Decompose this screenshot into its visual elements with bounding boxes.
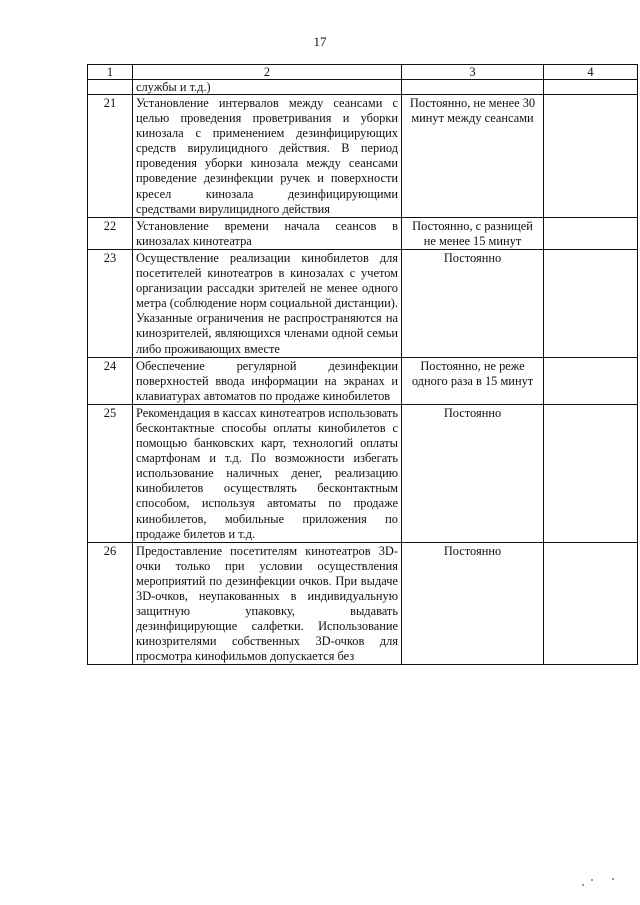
row-term: Постоянно bbox=[402, 404, 544, 542]
continuation-term-cell bbox=[402, 80, 544, 95]
table-row bbox=[88, 404, 638, 542]
table-header-row bbox=[88, 65, 638, 80]
row-measure: Осуществление реализации кинобилетов для посетителей кинотеатров в кинозалах с учетом организации рассадки зрителей не менее одного метра (соблюдение норм социальной дистанции). Указанные ограничения не распространяются на кинозрителей, являющихся членами одной семьи либо проживающих вместе bbox=[133, 249, 402, 357]
table-row bbox=[88, 95, 638, 218]
table-row bbox=[88, 357, 638, 404]
row-term: Постоянно bbox=[402, 542, 544, 665]
header-col-1: 1 bbox=[88, 65, 133, 80]
row-number: 22 bbox=[88, 217, 133, 249]
continuation-measure-cell: службы и т.д.) bbox=[133, 80, 402, 95]
row-note bbox=[544, 249, 638, 357]
row-measure: Установление времени начала сеансов в кинозалах кинотеатра bbox=[133, 217, 402, 249]
row-term: Постоянно bbox=[402, 249, 544, 357]
table-row bbox=[88, 249, 638, 357]
scan-speck bbox=[591, 879, 593, 881]
row-measure: Обеспечение регулярной дезинфекции поверхностей ввода информации на экранах и клавиатурах автоматов по продаже кинобилетов bbox=[133, 357, 402, 404]
table-row bbox=[88, 542, 638, 665]
scan-speck bbox=[612, 878, 614, 880]
continuation-row bbox=[88, 80, 638, 95]
header-col-2: 2 bbox=[133, 65, 402, 80]
page-number: 17 bbox=[313, 34, 327, 49]
row-number: 26 bbox=[88, 542, 133, 665]
row-note bbox=[544, 95, 638, 218]
row-measure: Рекомендация в кассах кинотеатров использовать бесконтактные способы оплаты кинобилетов с помощью банковских карт, технологий оплаты смартфонам и т.д. По возможности избегать использование наличных денег, реализацию кинобилетов осуществлять бесконтактным способом, используя автоматы по продаже кинобилетов, мобильные приложения по продаже билетов и т.д. bbox=[133, 404, 402, 542]
row-term: Постоянно, с разницей не менее 15 минут bbox=[402, 217, 544, 249]
table-row bbox=[88, 217, 638, 249]
measures-table bbox=[87, 64, 638, 665]
row-term: Постоянно, не реже одного раза в 15 минут bbox=[402, 357, 544, 404]
continuation-num-cell bbox=[88, 80, 133, 95]
row-number: 25 bbox=[88, 404, 133, 542]
row-note bbox=[544, 217, 638, 249]
row-measure: Установление интервалов между сеансами с целью проведения проветривания и уборки кинозала с применением дезинфицирующих средств вирулицидного действия. В период проведения уборки кинозала между сеансами проведение дезинфекции ручек и поверхности кресел кинозала дезинфицирующими средствами вирулицидного действия bbox=[133, 95, 402, 218]
row-number: 21 bbox=[88, 95, 133, 218]
row-number: 24 bbox=[88, 357, 133, 404]
row-term: Постоянно, не менее 30 минут между сеансами bbox=[402, 95, 544, 218]
row-measure: Предоставление посетителям кинотеатров 3D-очки только при условии осуществления мероприятий по дезинфекции очков. При выдаче 3D-очков, неупакованных в индивидуальную защитную упаковку, выдавать дезинфицирующие салфетки. Использование кинозрителями собственных 3D-очков для просмотра кинофильмов допускается без bbox=[133, 542, 402, 665]
header-col-4: 4 bbox=[544, 65, 638, 80]
scan-speck bbox=[582, 884, 584, 886]
header-col-3: 3 bbox=[402, 65, 544, 80]
row-note bbox=[544, 357, 638, 404]
row-note bbox=[544, 542, 638, 665]
row-note bbox=[544, 404, 638, 542]
continuation-note-cell bbox=[544, 80, 638, 95]
row-number: 23 bbox=[88, 249, 133, 357]
